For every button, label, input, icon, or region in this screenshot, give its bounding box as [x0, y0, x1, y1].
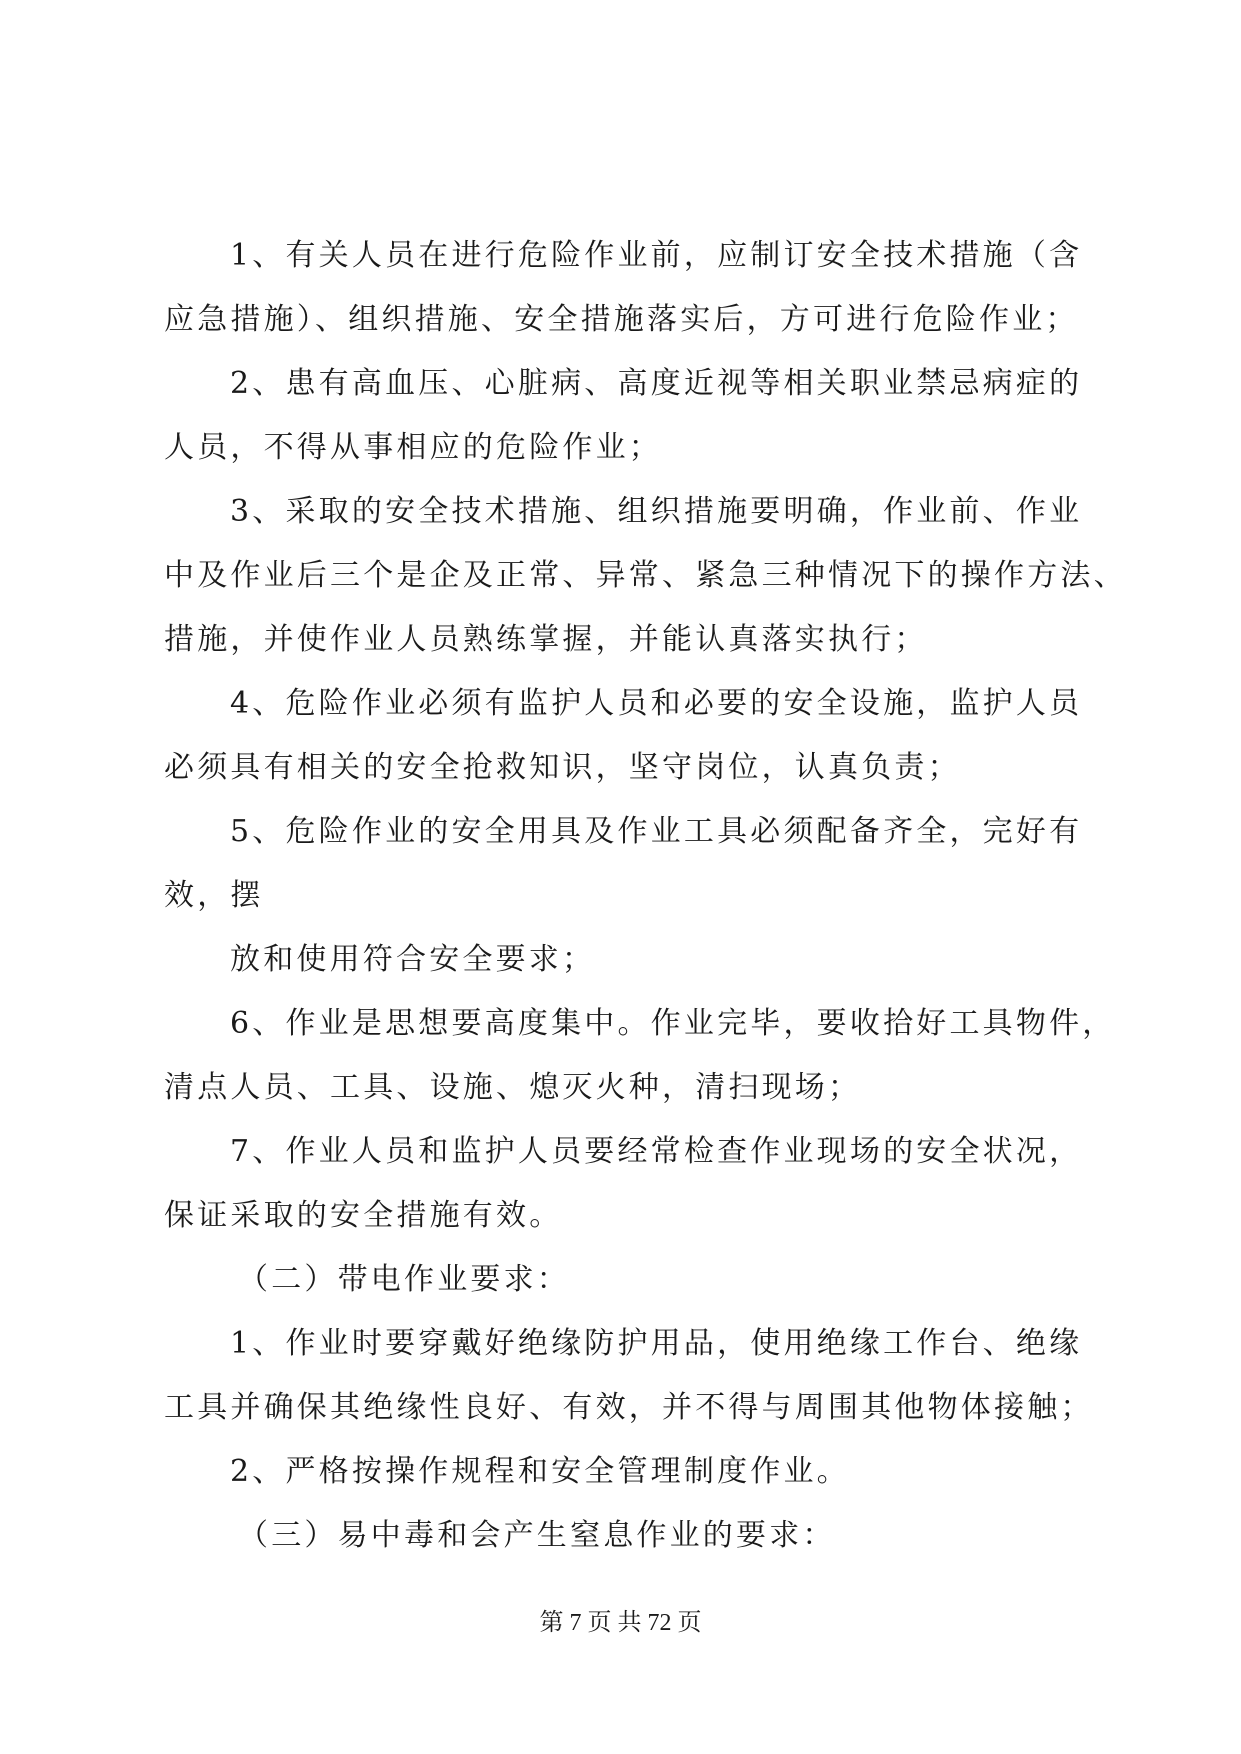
section-heading: （三）易中毒和会产生窒息作业的要求： [238, 1518, 836, 1553]
paragraph-line: 措施，并使作业人员熟练掌握，并能认真落实执行； [164, 622, 928, 657]
paragraph-line: 中及作业后三个是企及正常、异常、紧急三种情况下的操作方法、 [164, 558, 1127, 593]
paragraph-line: 必须具有相关的安全抢救知识，坚守岗位，认真负责； [164, 750, 961, 785]
paragraph-line: 1、作业时要穿戴好绝缘防护用品，使用绝缘工作台、绝缘 [230, 1326, 1083, 1361]
section-heading: （二）带电作业要求： [238, 1262, 570, 1297]
paragraph-line: 5、危险作业的安全用具及作业工具必须配备齐全，完好有 [230, 814, 1083, 849]
paragraph-line: 清点人员、工具、设施、熄灭火种，清扫现场； [164, 1070, 862, 1105]
paragraph-line: 2、患有高血压、心脏病、高度近视等相关职业禁忌病症的 [230, 366, 1083, 401]
paragraph-line: 3、采取的安全技术措施、组织措施要明确，作业前、作业 [230, 494, 1083, 529]
paragraph-line: 效，摆 [164, 878, 264, 913]
paragraph-line: 放和使用符合安全要求； [230, 942, 596, 977]
paragraph-line: 2、严格按操作规程和安全管理制度作业。 [230, 1454, 850, 1489]
page-footer: 第 7 页 共 72 页 [539, 1610, 702, 1636]
paragraph-line: 应急措施）、组织措施、安全措施落实后，方可进行危险作业； [164, 302, 1079, 337]
paragraph-line: 7、作业人员和监护人员要经常检查作业现场的安全状况， [230, 1134, 1083, 1169]
paragraph-line: 4、危险作业必须有监护人员和必要的安全设施，监护人员 [230, 686, 1083, 721]
paragraph-line: 人员，不得从事相应的危险作业； [164, 430, 662, 465]
paragraph-line: 工具并确保其绝缘性良好、有效，并不得与周围其他物体接触； [164, 1390, 1094, 1425]
paragraph-line: 1、有关人员在进行危险作业前，应制订安全技术措施（含 [230, 238, 1083, 273]
paragraph-line: 6、作业是思想要高度集中。作业完毕，要收拾好工具物件， [230, 1006, 1116, 1041]
paragraph-line: 保证采取的安全措施有效。 [164, 1198, 563, 1233]
